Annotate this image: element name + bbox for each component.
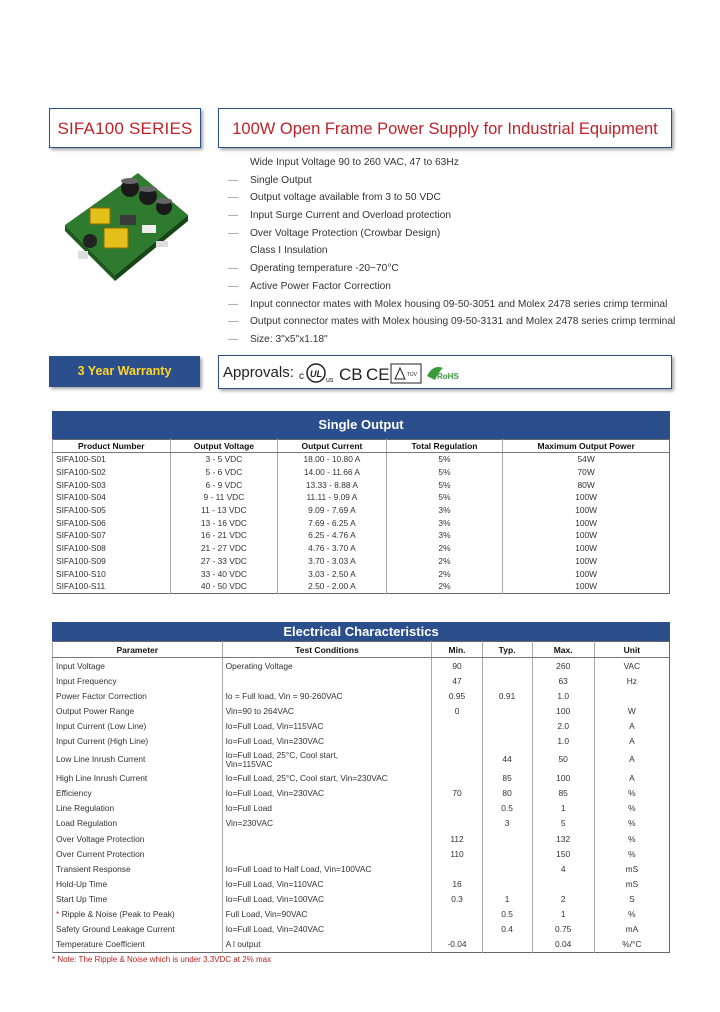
- min-cell: [432, 771, 482, 786]
- parameter-cell: Input Current (High Line): [53, 734, 223, 749]
- condition-cell: A l output: [222, 937, 432, 953]
- unit-cell: A: [594, 718, 669, 733]
- min-cell: 0.3: [432, 891, 482, 906]
- condition-cell: Operating Voltage: [222, 658, 432, 674]
- svg-text:UL: UL: [310, 369, 322, 379]
- list-item: — Over Voltage Protection (Crowbar Design): [228, 227, 441, 239]
- max-cell: 85: [532, 786, 594, 801]
- condition-cell: Io=Full Load: [222, 801, 432, 816]
- typ-cell: 80: [482, 786, 532, 801]
- table-cell: 11 - 13 VDC: [170, 504, 278, 517]
- table-row: [53, 749, 670, 771]
- min-cell: 47: [432, 673, 482, 688]
- table-row: [53, 688, 670, 703]
- unit-cell: %: [594, 846, 669, 861]
- typ-cell: [482, 718, 532, 733]
- unit-cell: %/°C: [594, 937, 669, 953]
- table-row: [53, 891, 670, 906]
- table-row: [53, 734, 670, 749]
- product-headline: 100W Open Frame Power Supply for Industrial Equipment: [218, 108, 672, 148]
- rohs-mark-icon: [427, 367, 459, 381]
- unit-cell: S: [594, 891, 669, 906]
- min-cell: 90: [432, 658, 482, 674]
- condition-cell: [222, 831, 432, 846]
- column-header: Output Voltage: [170, 440, 278, 453]
- typ-cell: [482, 673, 532, 688]
- max-cell: 5: [532, 816, 594, 831]
- min-cell: 110: [432, 846, 482, 861]
- min-cell: [432, 861, 482, 876]
- table-row: [53, 466, 670, 479]
- table-row: [53, 861, 670, 876]
- table-cell: 100W: [503, 516, 670, 529]
- typ-cell: 85: [482, 771, 532, 786]
- max-cell: 260: [532, 658, 594, 674]
- min-cell: [432, 801, 482, 816]
- condition-cell: [222, 846, 432, 861]
- min-cell: [432, 749, 482, 771]
- table-cell: 18.00 - 10.80 A: [278, 453, 387, 466]
- table-row: [53, 529, 670, 542]
- parameter-cell: Transient Response: [53, 861, 223, 876]
- unit-cell: W: [594, 703, 669, 718]
- list-item: — Input connector mates with Molex housing 09-50-3051 and Molex 2478 series crimp terminal: [228, 298, 668, 310]
- min-cell: [432, 816, 482, 831]
- table-cell: 14.00 - 11.66 A: [278, 466, 387, 479]
- max-cell: 0.75: [532, 922, 594, 937]
- max-cell: 0.04: [532, 937, 594, 953]
- max-cell: 1.0: [532, 734, 594, 749]
- footnote: * Note: The Ripple & Noise which is under 3.3VDC at 2% max: [52, 955, 272, 964]
- table-cell: 80W: [503, 478, 670, 491]
- table-cell: 9 - 11 VDC: [170, 491, 278, 504]
- power-supply-photo: [60, 163, 190, 283]
- single-output-title: Single Output: [52, 411, 670, 439]
- table-row: [53, 491, 670, 504]
- parameter-cell: * Ripple & Noise (Peak to Peak): [53, 907, 223, 922]
- table-row: [53, 937, 670, 953]
- table-cell: SIFA100-S07: [53, 529, 171, 542]
- typ-cell: [482, 861, 532, 876]
- unit-cell: A: [594, 734, 669, 749]
- parameter-cell: Over Voltage Protection: [53, 831, 223, 846]
- table-cell: 3.03 - 2.50 A: [278, 567, 387, 580]
- max-cell: 150: [532, 846, 594, 861]
- table-row: [53, 786, 670, 801]
- parameter-cell: Over Current Protection: [53, 846, 223, 861]
- column-header: Unit: [594, 642, 669, 658]
- typ-cell: 0.4: [482, 922, 532, 937]
- min-cell: 70: [432, 786, 482, 801]
- electrical-characteristics-title: Electrical Characteristics: [52, 622, 670, 641]
- table-cell: 33 - 40 VDC: [170, 567, 278, 580]
- table-cell: 3 - 5 VDC: [170, 453, 278, 466]
- table-cell: 100W: [503, 529, 670, 542]
- table-row: [53, 453, 670, 466]
- typ-cell: [482, 658, 532, 674]
- condition-cell: Io=Full Load, Vin=230VAC: [222, 734, 432, 749]
- max-cell: 1: [532, 907, 594, 922]
- max-cell: [532, 876, 594, 891]
- unit-cell: A: [594, 749, 669, 771]
- typ-cell: 3: [482, 816, 532, 831]
- table-cell: SIFA100-S03: [53, 478, 171, 491]
- table-row: [53, 846, 670, 861]
- typ-cell: 0.5: [482, 907, 532, 922]
- table-row: [53, 718, 670, 733]
- table-cell: SIFA100-S08: [53, 542, 171, 555]
- typ-cell: [482, 703, 532, 718]
- unit-cell: %: [594, 907, 669, 922]
- table-row: [53, 658, 670, 674]
- condition-cell: Io=Full Load, Vin=100VAC: [222, 891, 432, 906]
- table-cell: 100W: [503, 580, 670, 593]
- column-header: Typ.: [482, 642, 532, 658]
- table-cell: SIFA100-S05: [53, 504, 171, 517]
- table-row: [53, 555, 670, 568]
- table-cell: 5%: [386, 466, 503, 479]
- table-cell: SIFA100-S10: [53, 567, 171, 580]
- column-header: Product Number: [53, 440, 171, 453]
- max-cell: 63: [532, 673, 594, 688]
- typ-cell: 44: [482, 749, 532, 771]
- table-header-row: [53, 440, 670, 453]
- parameter-cell: Start Up Time: [53, 891, 223, 906]
- unit-cell: %: [594, 831, 669, 846]
- max-cell: 50: [532, 749, 594, 771]
- table-cell: 40 - 50 VDC: [170, 580, 278, 593]
- column-header: Test Conditions: [222, 642, 432, 658]
- typ-cell: [482, 734, 532, 749]
- typ-cell: 0.91: [482, 688, 532, 703]
- condition-cell: Io=Full Load to Half Load, Vin=100VAC: [222, 861, 432, 876]
- condition-cell: Io=Full Load, Vin=110VAC: [222, 876, 432, 891]
- table-cell: SIFA100-S01: [53, 453, 171, 466]
- max-cell: 132: [532, 831, 594, 846]
- column-header: Min.: [432, 642, 482, 658]
- table-row: [53, 673, 670, 688]
- tuv-mark-icon: [391, 364, 421, 383]
- unit-cell: %: [594, 801, 669, 816]
- table-cell: SIFA100-S09: [53, 555, 171, 568]
- list-item: — Output voltage available from 3 to 50 VDC: [228, 192, 441, 204]
- table-cell: 27 - 33 VDC: [170, 555, 278, 568]
- table-cell: 16 - 21 VDC: [170, 529, 278, 542]
- table-cell: 11.11 - 9.09 A: [278, 491, 387, 504]
- max-cell: 1.0: [532, 688, 594, 703]
- table-row: [53, 816, 670, 831]
- condition-cell: [222, 673, 432, 688]
- table-cell: 100W: [503, 504, 670, 517]
- table-cell: 7.69 - 6.25 A: [278, 516, 387, 529]
- table-row: [53, 771, 670, 786]
- max-cell: 1: [532, 801, 594, 816]
- table-cell: 13 - 16 VDC: [170, 516, 278, 529]
- table-cell: 2%: [386, 580, 503, 593]
- table-cell: SIFA100-S11: [53, 580, 171, 593]
- column-header: Parameter: [53, 642, 223, 658]
- table-row: [53, 580, 670, 593]
- parameter-cell: Efficiency: [53, 786, 223, 801]
- ce-mark-icon: CE: [366, 365, 390, 384]
- list-item: — Single Output: [228, 174, 312, 186]
- table-cell: 54W: [503, 453, 670, 466]
- min-cell: -0.04: [432, 937, 482, 953]
- table-cell: 3%: [386, 529, 503, 542]
- condition-cell: Io=Full Load, Vin=240VAC: [222, 922, 432, 937]
- table-row: [53, 504, 670, 517]
- parameter-cell: Output Power Range: [53, 703, 223, 718]
- typ-cell: 0.5: [482, 801, 532, 816]
- table-row: [53, 478, 670, 491]
- table-cell: 4.76 - 3.70 A: [278, 542, 387, 555]
- table-cell: 3%: [386, 504, 503, 517]
- unit-cell: [594, 688, 669, 703]
- table-cell: 100W: [503, 542, 670, 555]
- table-row: [53, 703, 670, 718]
- unit-cell: A: [594, 771, 669, 786]
- min-cell: [432, 718, 482, 733]
- table-cell: 100W: [503, 491, 670, 504]
- condition-cell: Vin=90 to 264VAC: [222, 703, 432, 718]
- max-cell: 100: [532, 703, 594, 718]
- list-item: — Input Surge Current and Overload protection: [228, 210, 452, 222]
- warranty-badge: 3 Year Warranty: [49, 356, 200, 387]
- list-item: — Operating temperature -20~70°C: [228, 263, 399, 275]
- ul-mark-icon: [299, 364, 334, 384]
- unit-cell: %: [594, 786, 669, 801]
- condition-cell: Io=Full Load, Vin=230VAC: [222, 786, 432, 801]
- list-item: — Active Power Factor Correction: [228, 280, 391, 292]
- table-cell: SIFA100-S02: [53, 466, 171, 479]
- table-cell: 2%: [386, 542, 503, 555]
- table-cell: 2.50 - 2.00 A: [278, 580, 387, 593]
- typ-cell: 1: [482, 891, 532, 906]
- table-cell: 5%: [386, 491, 503, 504]
- parameter-cell: Input Voltage: [53, 658, 223, 674]
- table-cell: 21 - 27 VDC: [170, 542, 278, 555]
- min-cell: [432, 734, 482, 749]
- single-output-table: [52, 439, 670, 594]
- table-cell: SIFA100-S06: [53, 516, 171, 529]
- parameter-cell: Input Current (Low Line): [53, 718, 223, 733]
- parameter-cell: High Line Inrush Current: [53, 771, 223, 786]
- table-cell: 6.25 - 4.76 A: [278, 529, 387, 542]
- table-cell: 70W: [503, 466, 670, 479]
- electrical-characteristics-table: [52, 641, 670, 953]
- svg-text:TÜV: TÜV: [407, 372, 417, 378]
- table-row: [53, 831, 670, 846]
- parameter-cell: Load Regulation: [53, 816, 223, 831]
- list-item: Wide Input Voltage 90 to 260 VAC, 47 to 63Hz: [250, 157, 459, 168]
- certification-logos: [299, 362, 479, 386]
- approvals-label: Approvals:: [223, 364, 294, 381]
- max-cell: 2: [532, 891, 594, 906]
- table-cell: 3.70 - 3.03 A: [278, 555, 387, 568]
- table-cell: 5 - 6 VDC: [170, 466, 278, 479]
- cb-mark-icon: CB: [339, 365, 363, 384]
- approvals-box: [218, 355, 672, 389]
- list-item: — Output connector mates with Molex housing 09-50-3131 and Molex 2478 series crimp terminal: [228, 316, 676, 328]
- condition-cell: Io=Full Load, Vin=115VAC: [222, 718, 432, 733]
- max-cell: 4: [532, 861, 594, 876]
- parameter-cell: Input Frequency: [53, 673, 223, 688]
- feature-list: [228, 154, 678, 349]
- min-cell: 0.95: [432, 688, 482, 703]
- unit-cell: Hz: [594, 673, 669, 688]
- table-row: [53, 542, 670, 555]
- table-row: [53, 801, 670, 816]
- min-cell: [432, 922, 482, 937]
- unit-cell: mA: [594, 922, 669, 937]
- parameter-cell: Temperature Coefficient: [53, 937, 223, 953]
- parameter-cell: Low Line Inrush Current: [53, 749, 223, 771]
- column-header: Total Regulation: [386, 440, 503, 453]
- condition-cell: Io = Full load, Vin = 90-260VAC: [222, 688, 432, 703]
- list-item: — Size: 3"x5"x1.18": [228, 333, 328, 345]
- parameter-cell: Hold-Up Time: [53, 876, 223, 891]
- max-cell: 2.0: [532, 718, 594, 733]
- table-row: [53, 922, 670, 937]
- svg-text:us: us: [326, 377, 334, 384]
- parameter-cell: Line Regulation: [53, 801, 223, 816]
- typ-cell: [482, 831, 532, 846]
- table-cell: 2%: [386, 567, 503, 580]
- condition-cell: Full Load, Vin=90VAC: [222, 907, 432, 922]
- unit-cell: VAC: [594, 658, 669, 674]
- table-cell: 6 - 9 VDC: [170, 478, 278, 491]
- svg-text:c: c: [299, 371, 304, 382]
- column-header: Max.: [532, 642, 594, 658]
- condition-cell: Io=Full Load, 25°C, Cool start, Vin=230VAC: [222, 771, 432, 786]
- table-cell: 9.09 - 7.69 A: [278, 504, 387, 517]
- condition-cell: Io=Full Load, 25°C, Cool start, Vin=115VAC: [222, 749, 432, 771]
- min-cell: 0: [432, 703, 482, 718]
- table-cell: 100W: [503, 555, 670, 568]
- table-cell: 3%: [386, 516, 503, 529]
- typ-cell: [482, 846, 532, 861]
- column-header: Output Current: [278, 440, 387, 453]
- table-cell: 5%: [386, 478, 503, 491]
- list-item: Class I Insulation: [250, 245, 328, 257]
- table-header-row: [53, 642, 670, 658]
- table-row: [53, 567, 670, 580]
- column-header: Maximum Output Power: [503, 440, 670, 453]
- max-cell: 100: [532, 771, 594, 786]
- parameter-cell: Power Factor Correction: [53, 688, 223, 703]
- min-cell: [432, 907, 482, 922]
- table-cell: 100W: [503, 567, 670, 580]
- unit-cell: mS: [594, 861, 669, 876]
- typ-cell: [482, 876, 532, 891]
- table-row: [53, 876, 670, 891]
- unit-cell: %: [594, 816, 669, 831]
- table-cell: 2%: [386, 555, 503, 568]
- table-cell: 13.33 - 8.88 A: [278, 478, 387, 491]
- parameter-cell: Safety Ground Leakage Current: [53, 922, 223, 937]
- table-cell: SIFA100-S04: [53, 491, 171, 504]
- min-cell: 16: [432, 876, 482, 891]
- typ-cell: [482, 937, 532, 953]
- unit-cell: mS: [594, 876, 669, 891]
- condition-cell: Vin=230VAC: [222, 816, 432, 831]
- table-cell: 5%: [386, 453, 503, 466]
- table-row: [53, 907, 670, 922]
- table-row: [53, 516, 670, 529]
- svg-text:RoHS: RoHS: [437, 372, 459, 381]
- min-cell: 112: [432, 831, 482, 846]
- series-title: SIFA100 SERIES: [49, 108, 201, 148]
